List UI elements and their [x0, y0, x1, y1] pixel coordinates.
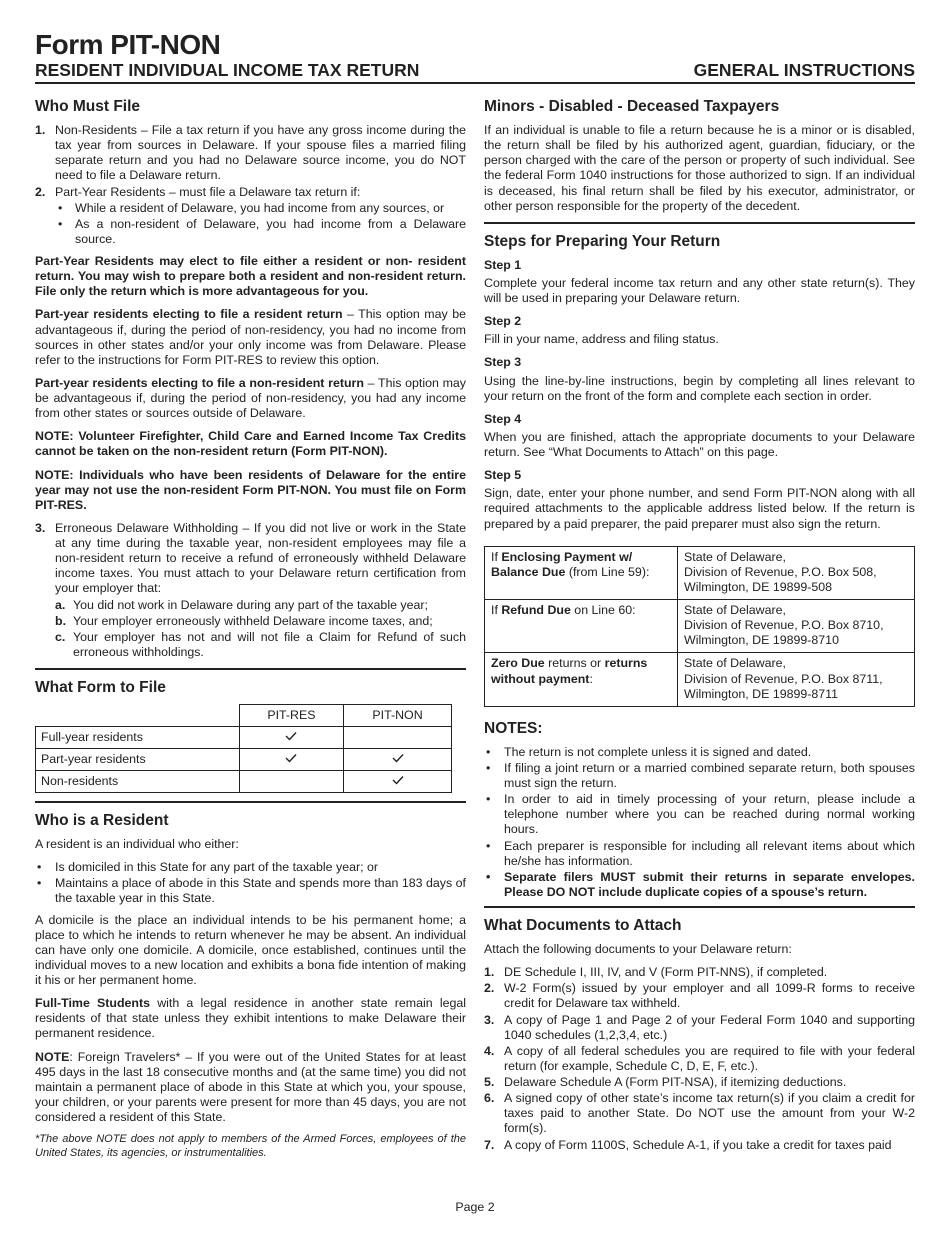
- checkmark-icon: [285, 731, 297, 741]
- bold-lead: Full-Time Students: [35, 996, 151, 1011]
- cell-text: If: [491, 603, 502, 617]
- cell-bold: Refund Due: [501, 603, 571, 617]
- minors-paragraph: If an individual is unable to file a return because he is a minor or is disabled, the return shall be filed by his authorized agent, guardian, fiduciary, or the person charged with the care of the person or property of such individual. See the federal Form 1040 instructions for those authorized to sign. If an individual is deceased, his final return shall be filed by his executor, administrator, or other person responsible for the property of the decedent.: [484, 123, 915, 213]
- item-text: Erroneous Delaware Withholding – If you did not live or work in the State at any time during the taxable year, non-resident employees may file a non-resident return to receive a refund of erroneously withheld Delaware income taxes. You must attach to your Delaware return certification from your employer that:: [55, 520, 466, 596]
- list-item: [484, 981, 915, 1011]
- cell-bold: Enclosing Payment w/ Balance Due: [491, 549, 633, 579]
- page-number: Page 2: [455, 1200, 495, 1214]
- item-number: 6.: [484, 1091, 495, 1106]
- list-item: [484, 1075, 915, 1090]
- address-cell: [678, 546, 915, 599]
- step-text: Sign, date, enter your phone number, and send Form PIT-NON along with all required attachments to the applicable address listed below. If the return is prepared by a paid preparer, the paid preparer must also sign the return.: [484, 486, 915, 531]
- paragraph-text: with a legal residence in another state remain legal residents of that state unless they exhibit intentions to make Delaware their permanent residence.: [35, 996, 466, 1041]
- bullet-item: • The return is not complete unless it is signed and dated.: [484, 745, 915, 760]
- section-title: GENERAL INSTRUCTIONS: [693, 60, 915, 80]
- cell-text: :: [589, 671, 593, 686]
- resident-intro: A resident is an individual who either:: [35, 837, 239, 851]
- note-credits: NOTE: Volunteer Firefighter, Child Care and Earned Income Tax Credits cannot be taken on the non-resident return (Form PIT-NON).: [35, 429, 466, 459]
- sub-item: [55, 598, 466, 613]
- sub-text: You did not work in Delaware during any part of the taxable year;: [73, 597, 428, 612]
- item-text: A copy of Page 1 and Page 2 of your Federal Form 1040 and supporting 1040 schedules (1,2,3,4, etc.): [504, 1012, 915, 1042]
- sub-letter: a.: [55, 597, 66, 612]
- right-column: [484, 97, 915, 1160]
- table-row: [36, 771, 452, 793]
- row-label: Full-year residents: [36, 727, 240, 749]
- table-row: [36, 749, 452, 771]
- nonresident-option-paragraph: [35, 376, 466, 421]
- step-title: Step 4: [484, 411, 522, 426]
- item-text: A copy of all federal schedules you are required to file with your federal return (for example, Schedule C, D, E, F, etc.).: [504, 1043, 915, 1073]
- sub-letter: b.: [55, 613, 67, 628]
- bold-lead: NOTE: [35, 1049, 70, 1064]
- subtitle-row: [35, 60, 915, 80]
- row-label: Part-year residents: [36, 749, 240, 771]
- certification-list: [55, 598, 466, 661]
- item-text: A signed copy of other state’s income tax return(s) if you claim a credit for taxes paid to another State. Do NOT use the amount from your W-2 form(s).: [504, 1091, 915, 1136]
- table-row: [485, 600, 915, 653]
- cell-text: on Line 60:: [570, 603, 636, 617]
- withholding-list: [35, 521, 466, 660]
- list-item: [484, 1044, 915, 1074]
- resident-option-paragraph: [35, 307, 466, 368]
- bullet-item-separate-envelopes: • Separate filers MUST submit their returns in separate envelopes. Please DO NOT include duplicate copies of a spouse’s return.: [484, 870, 915, 900]
- steps-heading: Steps for Preparing Your Return: [484, 232, 721, 250]
- note-full-year: NOTE: Individuals who have been residents of Delaware for the entire year may not use the non-resident Form PIT-NON. You must file on Form PIT-RES.: [35, 467, 466, 512]
- page-header: [35, 30, 915, 84]
- list-item: [35, 123, 466, 184]
- resident-bullets: [35, 860, 466, 906]
- list-item: [484, 1091, 915, 1136]
- divider: [484, 906, 915, 908]
- item-number: 7.: [484, 1137, 495, 1152]
- step-title: Step 5: [484, 468, 522, 483]
- step-text: Fill in your name, address and filing status.: [484, 332, 719, 347]
- address-line: Wilmington, DE 19899-508: [684, 579, 833, 594]
- documents-heading: What Documents to Attach: [484, 917, 682, 934]
- bullet-item: • Each preparer is responsible for including all relevant items about which he/she has information.: [484, 839, 915, 869]
- paragraph-text: – This option may be advantageous if, during the period of non-residency, you had no income from sources in other states and/or your only income was from Delaware. Please refer to the instructions for Form PIT-RES to review this option.: [35, 307, 466, 367]
- item-text: A copy of Form 1100S, Schedule A-1, if you take a credit for taxes paid: [504, 1137, 892, 1152]
- what-form-heading: What Form to File: [35, 679, 166, 696]
- bold-lead: Part-year residents electing to file a non-resident return: [35, 375, 364, 390]
- condition-cell: [485, 600, 678, 653]
- form-subtitle: RESIDENT INDIVIDUAL INCOME TAX RETURN: [35, 60, 420, 80]
- item-text: W-2 Form(s) issued by your employer and all 1099-R forms to receive credit for Delaware tax withheld.: [504, 981, 915, 1011]
- travelers-paragraph: [35, 1050, 466, 1126]
- documents-intro: Attach the following documents to your Delaware return:: [484, 942, 792, 956]
- documents-list: [484, 965, 915, 1153]
- row-label: Non-residents: [36, 771, 240, 793]
- item-number: 4.: [484, 1043, 495, 1058]
- address-line: Wilmington, DE 19899-8710: [684, 633, 839, 648]
- part-year-bullets: [55, 201, 466, 247]
- cell-bold: Zero Due: [491, 656, 545, 671]
- col-header-pit-res: PIT-RES: [239, 705, 343, 727]
- bullet-item: • Is domiciled in this State for any part of the taxable year; or: [35, 860, 466, 875]
- item-text: Delaware Schedule A (Form PIT-NSA), if itemizing deductions.: [504, 1075, 847, 1089]
- step-text: Complete your federal income tax return and any other state return(s). They will be used in preparing your Delaware return.: [484, 275, 915, 305]
- address-line: State of Delaware,: [684, 603, 786, 617]
- item-text: DE Schedule I, III, IV, and V (Form PIT-NNS), if completed.: [504, 965, 828, 980]
- table-row: [485, 546, 915, 599]
- condition-cell: [485, 546, 678, 599]
- cell-bold: returns without payment: [491, 656, 648, 686]
- address-line: State of Delaware,: [684, 549, 786, 564]
- address-line: Division of Revenue, P.O. Box 8711,: [684, 671, 883, 686]
- bullet-item: • While a resident of Delaware, you had income from any sources, or: [55, 201, 466, 216]
- divider: [35, 801, 466, 803]
- bullet-item: • As a non-resident of Delaware, you had income from a Delaware source.: [55, 217, 466, 247]
- check-cell: [239, 727, 343, 749]
- sub-item: [55, 630, 466, 660]
- checkmark-icon: [392, 775, 404, 785]
- empty-corner: [36, 705, 240, 727]
- check-cell: [344, 749, 452, 771]
- students-paragraph: [35, 996, 466, 1041]
- step-title: Step 3: [484, 355, 522, 370]
- cell-text: If: [491, 549, 502, 564]
- minors-heading: Minors - Disabled - Deceased Taxpayers: [484, 98, 780, 115]
- condition-cell: [485, 653, 678, 706]
- mailing-address-table: [484, 546, 915, 707]
- sub-text: Your employer erroneously withheld Delaware income taxes, and;: [73, 613, 433, 628]
- item-number: 1.: [484, 965, 495, 980]
- item-number: 1.: [35, 123, 46, 137]
- list-item: [484, 965, 915, 980]
- list-item: [35, 521, 466, 660]
- list-item: [35, 185, 466, 248]
- sub-text: Your employer has not and will not file a Claim for Refund of such erroneous withholdings.: [73, 629, 466, 659]
- step-text: When you are finished, attach the appropriate documents to your Delaware return. See “What Documents to Attach” on this page.: [484, 429, 915, 459]
- check-cell: [239, 749, 343, 771]
- notes-heading: NOTES:: [484, 719, 543, 737]
- who-must-file-heading: Who Must File: [35, 98, 141, 115]
- bullet-item: • If filing a joint return or a married combined separate return, both spouses must sign the return.: [484, 761, 915, 791]
- notes-list: [484, 745, 915, 900]
- bullet-item: • In order to aid in timely processing of your return, please include a telephone number where you can be reached during normal working hours.: [484, 792, 915, 837]
- address-cell: [678, 653, 915, 706]
- item-number: 5.: [484, 1075, 495, 1089]
- cell-text: returns or: [544, 656, 605, 671]
- table-row: [36, 727, 452, 749]
- sub-letter: c.: [55, 629, 66, 644]
- cell-text: (from Line 59):: [565, 564, 650, 579]
- left-column: [35, 97, 466, 1160]
- item-number: 3.: [35, 520, 46, 535]
- elect-paragraph: Part-Year Residents may elect to file either a resident or non- resident return. You may wish to prepare both a resident and non-resident return. File only the return which is more advantageous for you.: [35, 254, 466, 299]
- paragraph-text: – This option may be advantageous if, during the period of non-residency, you had any income from other states or sources outside of Delaware.: [35, 375, 466, 421]
- address-line: Division of Revenue, P.O. Box 508,: [684, 564, 877, 579]
- col-header-pit-non: PIT-NON: [344, 705, 452, 727]
- step-title: Step 1: [484, 257, 522, 272]
- check-cell: [239, 771, 343, 793]
- domicile-paragraph: A domicile is the place an individual intends to be his permanent home; a place to which he intends to return whenever he may be absent. An individual can have only one domicile. A domicile, once established, continues until the individual moves to a new location and exhibits a bona fide intention of making it his or her permanent home.: [35, 912, 466, 987]
- sub-item: [55, 614, 466, 629]
- checkmark-icon: [285, 753, 297, 763]
- bullet-item: • Maintains a place of abode in this State and spends more than 183 days of the taxable year in this State.: [35, 876, 466, 906]
- item-number: 2.: [35, 184, 46, 199]
- address-cell: [678, 600, 915, 653]
- form-table: [35, 704, 452, 793]
- table-row: [485, 653, 915, 706]
- checkmark-icon: [392, 753, 404, 763]
- paragraph-text: : Foreign Travelers* – If you were out of the United States for at least 495 days in the last 18 consecutive months and (at the same time) you did not maintain a permanent place of abode in this State at which you, your spouse, your children, or your parents were present for more than 45 days, you are not considered a resident of this State.: [35, 1049, 466, 1124]
- form-title: Form PIT-NON: [35, 29, 221, 60]
- check-cell: [344, 727, 452, 749]
- divider: [35, 668, 466, 670]
- item-number: 3.: [484, 1012, 495, 1027]
- address-line: Division of Revenue, P.O. Box 8710,: [684, 618, 884, 633]
- item-number: 2.: [484, 981, 495, 996]
- address-line: Wilmington, DE 19899-8711: [684, 686, 839, 701]
- step-text: Using the line-by-line instructions, begin by completing all lines relevant to your return on the front of the form and complete each section in order.: [484, 373, 915, 403]
- who-resident-heading: Who is a Resident: [35, 812, 169, 829]
- bold-lead: Part-year residents electing to file a resident return: [35, 307, 343, 322]
- step-title: Step 2: [484, 314, 522, 329]
- divider: [484, 222, 915, 224]
- address-line: State of Delaware,: [684, 656, 786, 671]
- list-item: [484, 1138, 915, 1153]
- who-must-file-list: [35, 123, 466, 247]
- item-text: Part-Year Residents – must file a Delaware tax return if:: [55, 184, 361, 199]
- armed-forces-footnote: *The above NOTE does not apply to members of the Armed Forces, employees of the United States, its agencies, or instrumentalities.: [35, 1133, 466, 1159]
- item-text: Non-Residents – File a tax return if you have any gross income during the tax year from sources in Delaware. If your spouse files a married filing separate return and you had no Delaware source income, you do NOT need to file a Delaware return.: [55, 123, 466, 183]
- list-item: [484, 1013, 915, 1043]
- check-cell: [344, 771, 452, 793]
